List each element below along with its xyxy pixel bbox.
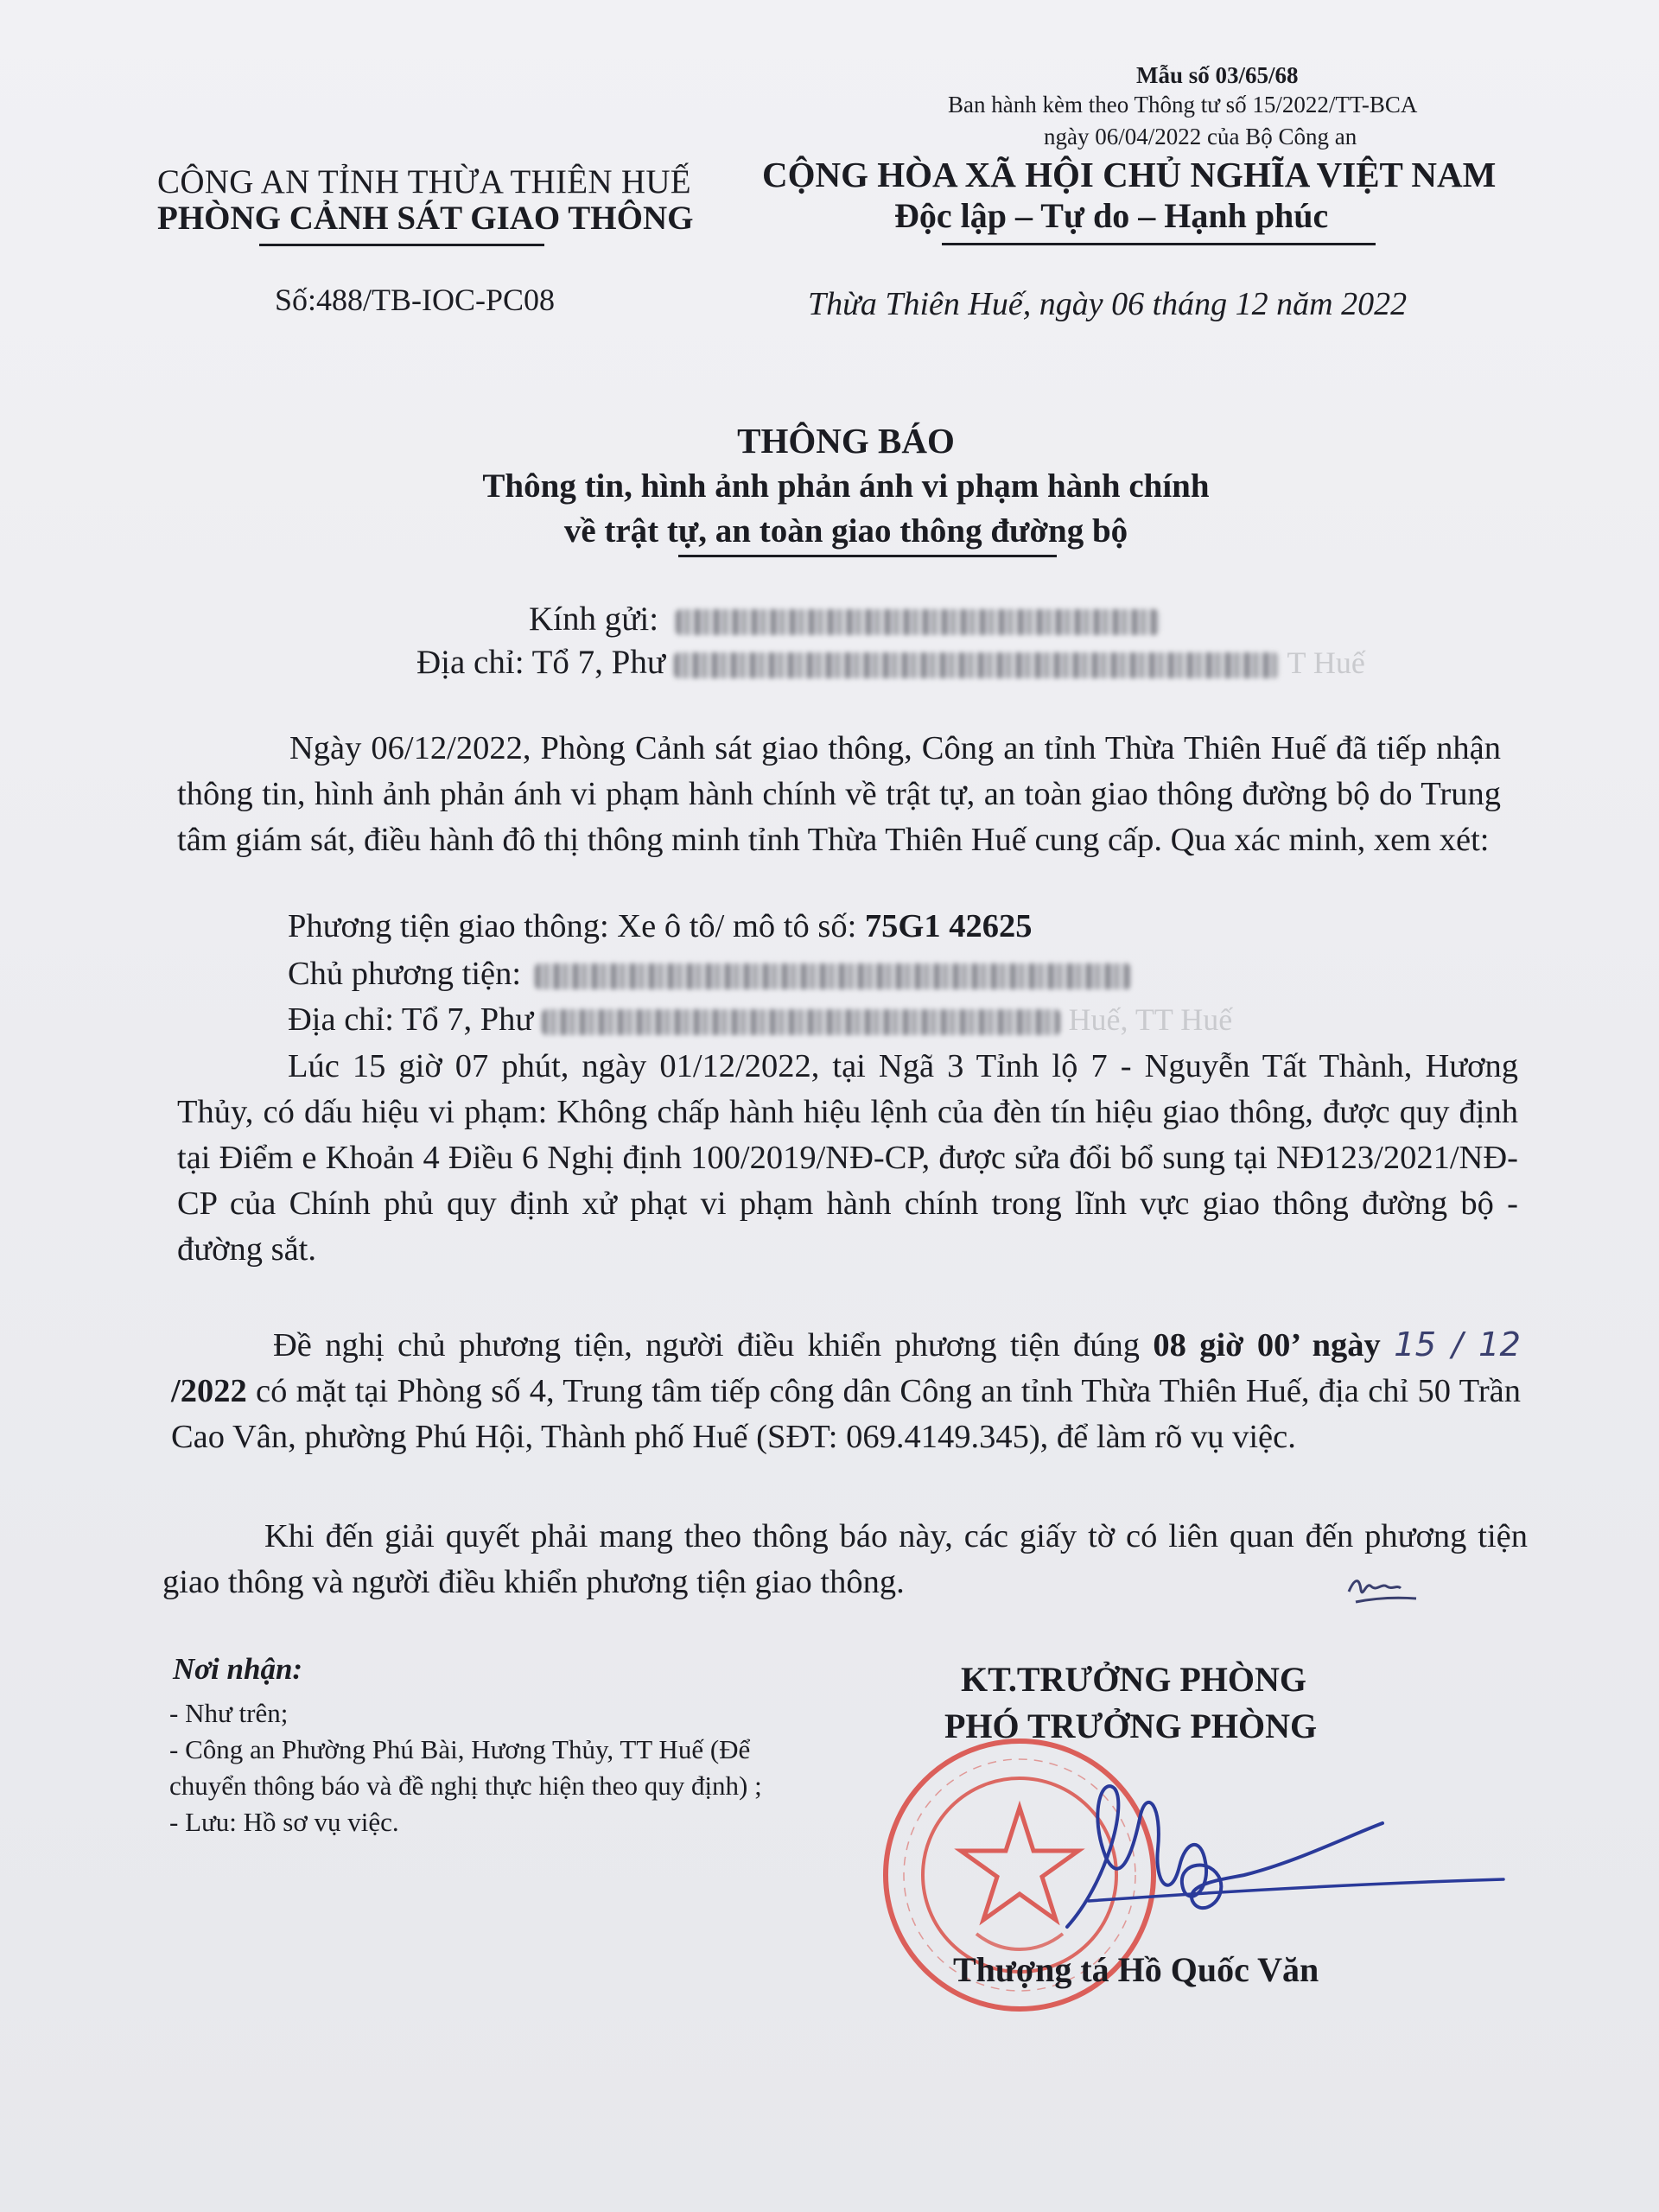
handwritten-day: 15 xyxy=(1394,1325,1437,1364)
appointment-time: 08 giờ 00’ ngày xyxy=(1153,1327,1395,1363)
recipient-address-ghost: T Huế xyxy=(1287,645,1365,680)
form-issued-line2: ngày 06/04/2022 của Bộ Công an xyxy=(1044,124,1357,149)
appointment-year: /2022 xyxy=(171,1373,247,1409)
handwritten-separator: / xyxy=(1436,1325,1478,1364)
vehicle-plate: 75G1 42625 xyxy=(864,908,1033,944)
recipient-item: - Lưu: Hồ sơ vụ việc. xyxy=(169,1807,399,1837)
paragraph-intro: Ngày 06/12/2022, Phòng Cảnh sát giao thông, Công an tỉnh Thừa Thiên Huế đã tiếp nhận thông tin, hình ảnh phản ánh vi phạm hành chính về trật tự, an toàn giao thông đường bộ do Trung tâm giám sát, điều hành đô thị thông minh tỉnh Thừa Thiên Huế cung cấp. Qua xác minh, xem xét: xyxy=(177,730,1501,858)
subtitle-underline xyxy=(678,555,1057,557)
document-title: THÔNG BÁO xyxy=(737,421,955,461)
owner-address-ghost: Huế, TT Huế xyxy=(1068,1002,1233,1037)
recipient-address-line xyxy=(416,643,1365,682)
vehicle-label: Phương tiện giao thông: Xe ô tô/ mô tô số: xyxy=(288,908,865,944)
recipient-item: - Công an Phường Phú Bài, Hương Thủy, TT Huế (Để chuyển thông báo và đề nghị thực hiện theo quy định) ; xyxy=(169,1734,762,1801)
signature-title-1: KT.TRƯỞNG PHÒNG xyxy=(961,1660,1306,1699)
redacted-recipient-name xyxy=(676,609,1160,635)
issuer-line1: CÔNG AN TỈNH THỪA THIÊN HUẾ xyxy=(157,163,691,200)
appointment-location: có mặt tại Phòng số 4, Trung tâm tiếp công dân Công an tỉnh Thừa Thiên Huế, địa chỉ 50 Trần Cao Vân, phường Phú Hội, Thành phố Huế (SĐT: 069.4149.345), để làm rõ vụ việc. xyxy=(171,1373,1521,1455)
recipient-line xyxy=(529,600,1160,639)
vehicle-line xyxy=(288,907,1032,945)
national-title: CỘNG HÒA XÃ HỘI CHỦ NGHĨA VIỆT NAM xyxy=(762,155,1497,194)
issuer-underline xyxy=(259,244,544,246)
paragraph-documents: Khi đến giải quyết phải mang theo thông báo này, các giấy tờ có liên quan đến phương tiện giao thông và người điều khiển phương tiện giao thông. xyxy=(162,1518,1528,1600)
national-motto: Độc lập – Tự do – Hạnh phúc xyxy=(894,196,1329,235)
document-subtitle-2: về trật tự, an toàn giao thông đường bộ xyxy=(563,512,1128,550)
redacted-owner-name xyxy=(535,963,1131,989)
document-subtitle-1: Thông tin, hình ảnh phản ánh vi phạm hành chính xyxy=(482,467,1210,505)
issuer-line2: PHÒNG CẢNH SÁT GIAO THÔNG xyxy=(157,200,694,237)
owner-label: Chủ phương tiện: xyxy=(288,956,522,992)
handwritten-signature xyxy=(985,1754,1521,1944)
place-date: Thừa Thiên Huế, ngày 06 tháng 12 năm 2022 xyxy=(808,286,1408,322)
redacted-owner-address xyxy=(542,1009,1060,1035)
national-underline xyxy=(942,243,1376,245)
recipient-address-label: Địa chỉ: Tổ 7, Phư xyxy=(416,644,665,681)
owner-address-label: Địa chỉ: Tổ 7, Phư xyxy=(288,1001,534,1038)
form-code: Mẫu số 03/65/68 xyxy=(1136,62,1299,88)
paragraph-violation: Lúc 15 giờ 07 phút, ngày 01/12/2022, tại Ngã 3 Tỉnh lộ 7 - Nguyễn Tất Thành, Hương Thủy, có dấu hiệu vi phạm: Không chấp hành hiệu lệnh của đèn tín hiệu giao thông, được quy định tại Điểm e Khoản 4 Điều 6 Nghị định 100/2019/NĐ-CP, được sửa đổi bổ sung tại NĐ123/2021/NĐ-CP của Chính phủ quy định xử phạt vi phạm hành chính trong lĩnh vực giao thông đường bộ - đường sắt. xyxy=(177,1048,1518,1268)
owner-line xyxy=(288,955,1131,993)
recipient-label: Kính gửi: xyxy=(529,601,659,638)
initial-mark xyxy=(1344,1564,1421,1607)
recipient-item: - Như trên; xyxy=(169,1698,289,1728)
recipients-list xyxy=(169,1695,809,1840)
signer-name: Thượng tá Hồ Quốc Văn xyxy=(953,1950,1319,1989)
appointment-text: Đề nghị chủ phương tiện, người điều khiển phương tiện đúng xyxy=(273,1327,1154,1363)
paragraph-appointment xyxy=(171,1322,1521,1460)
handwritten-month: 12 xyxy=(1478,1325,1521,1364)
owner-address-line xyxy=(288,1001,1232,1039)
signature-title-2: PHÓ TRƯỞNG PHÒNG xyxy=(944,1707,1318,1745)
redacted-recipient-address xyxy=(674,652,1279,678)
recipients-title: Nơi nhận: xyxy=(173,1652,303,1686)
form-issued-line1: Ban hành kèm theo Thông tư số 15/2022/TT-BCA xyxy=(948,92,1418,118)
document-number: Số:488/TB-IOC-PC08 xyxy=(275,283,556,317)
